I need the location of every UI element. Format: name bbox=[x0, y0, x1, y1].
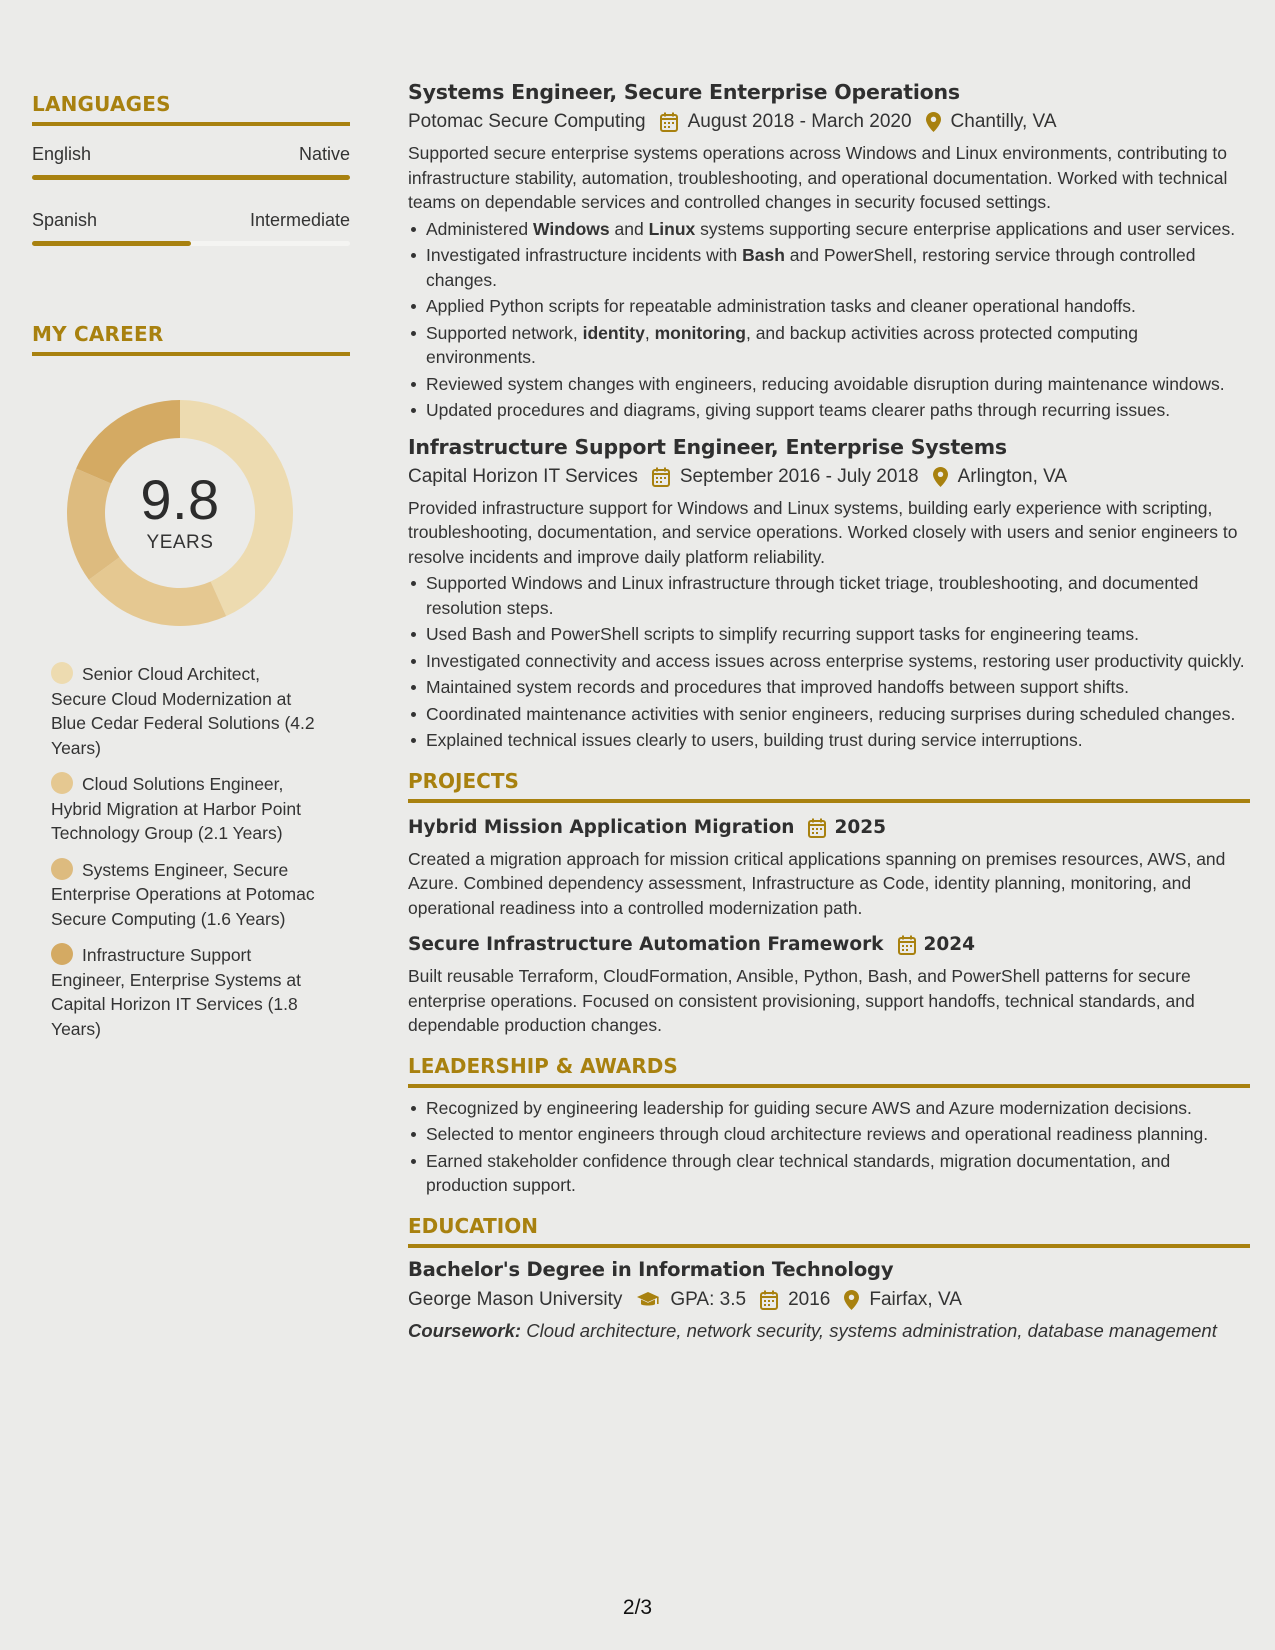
project-title: Hybrid Mission Application Migration bbox=[408, 816, 795, 838]
school-name: George Mason University bbox=[408, 1288, 623, 1310]
project-entry bbox=[408, 932, 1250, 1038]
career-legend-item bbox=[51, 943, 317, 1041]
language-name: Spanish bbox=[32, 210, 98, 230]
leadership-item: Selected to mentor engineers through cloud architecture reviews and operational readiness planning. bbox=[408, 1122, 1250, 1147]
sidebar bbox=[32, 92, 350, 1053]
language-level: Native bbox=[298, 144, 350, 164]
job-title: Infrastructure Support Engineer, Enterprise Systems bbox=[408, 434, 1007, 459]
project-year: 2025 bbox=[834, 816, 886, 838]
bullet-item: Investigated infrastructure incidents with Bash and PowerShell, restoring service through controlled changes. bbox=[408, 243, 1250, 292]
calendar-icon bbox=[660, 112, 678, 132]
bullet-item: Administered Windows and Linux systems supporting secure enterprise applications and user services. bbox=[408, 217, 1250, 242]
calendar-icon bbox=[760, 1290, 778, 1310]
language-bar-fill bbox=[32, 241, 191, 246]
legend-dot bbox=[51, 772, 73, 794]
career-legend-item bbox=[51, 662, 317, 760]
project-description: Created a migration approach for mission critical applications spanning on premises resources, AWS, and Azure. Combined dependency assessment, Infrastructure as Code, identity planning, monitoring, and operational readiness into a controlled modernization path. bbox=[408, 848, 1226, 918]
gpa: GPA: 3.5 bbox=[670, 1288, 747, 1310]
leadership-heading: LEADERSHIP & AWARDS bbox=[408, 1054, 1250, 1088]
projects-heading: PROJECTS bbox=[408, 769, 1250, 803]
calendar-icon bbox=[808, 818, 826, 838]
job-dates: September 2016 - July 2018 bbox=[679, 465, 919, 487]
legend-dot bbox=[51, 943, 73, 965]
bullet-item: Applied Python scripts for repeatable administration tasks and cleaner operational handoffs. bbox=[408, 294, 1250, 319]
calendar-icon bbox=[652, 467, 670, 487]
job-meta bbox=[408, 464, 1250, 490]
bullet-item: Investigated connectivity and access issues across enterprise systems, restoring user productivity quickly. bbox=[408, 649, 1250, 674]
language-bar-fill bbox=[32, 175, 350, 180]
map-pin-icon bbox=[844, 1290, 859, 1310]
leadership-item: Recognized by engineering leadership for guiding secure AWS and Azure modernization decisions. bbox=[408, 1096, 1250, 1121]
legend-text: Cloud Solutions Engineer, Hybrid Migration at Harbor Point Technology Group (2.1 Years) bbox=[51, 774, 301, 843]
career-legend bbox=[32, 662, 317, 1041]
legend-text: Infrastructure Support Engineer, Enterprise Systems at Capital Horizon IT Services (1.8 Years) bbox=[51, 945, 301, 1039]
map-pin-icon bbox=[933, 467, 948, 487]
bullet-item: Reviewed system changes with engineers, reducing avoidable disruption during maintenance windows. bbox=[408, 372, 1250, 397]
language-level: Intermediate bbox=[249, 210, 350, 230]
legend-dot bbox=[51, 858, 73, 880]
company-name: Capital Horizon IT Services bbox=[408, 465, 638, 487]
graduation-cap-icon bbox=[636, 1291, 660, 1309]
language-name: English bbox=[32, 144, 92, 164]
map-pin-icon bbox=[926, 112, 941, 132]
total-years-value: 9.8 bbox=[140, 468, 220, 531]
project-title: Secure Infrastructure Automation Framework bbox=[408, 934, 884, 955]
career-donut-chart bbox=[65, 398, 295, 628]
main-content bbox=[408, 78, 1250, 1343]
school-location: Fairfax, VA bbox=[869, 1288, 962, 1310]
job-bullets bbox=[408, 217, 1250, 423]
graduation-year: 2016 bbox=[788, 1288, 831, 1310]
degree-title: Bachelor's Degree in Information Technology bbox=[408, 1257, 894, 1281]
project-entry bbox=[408, 815, 1250, 921]
job-entry bbox=[408, 433, 1250, 753]
total-years-label: YEARS bbox=[146, 532, 214, 553]
job-meta bbox=[408, 109, 1250, 135]
language-bar bbox=[32, 175, 350, 180]
language-bar bbox=[32, 241, 350, 246]
job-title: Systems Engineer, Secure Enterprise Operations bbox=[408, 80, 960, 104]
bullet-item: Supported network, identity, monitoring, and backup activities across protected computing environments. bbox=[408, 321, 1250, 370]
job-bullets bbox=[408, 571, 1250, 753]
career-legend-item bbox=[51, 858, 317, 932]
leadership-list bbox=[408, 1096, 1250, 1198]
job-dates: August 2018 - March 2020 bbox=[687, 111, 912, 132]
bullet-item: Maintained system records and procedures that improved handoffs between support shifts. bbox=[408, 675, 1250, 700]
education-meta bbox=[408, 1287, 1250, 1313]
page-number: 2/3 bbox=[622, 1596, 653, 1619]
language-spanish bbox=[32, 210, 350, 246]
legend-text: Senior Cloud Architect, Secure Cloud Modernization at Blue Cedar Federal Solutions (4.2 Years) bbox=[51, 664, 315, 758]
legend-text: Systems Engineer, Secure Enterprise Operations at Potomac Secure Computing (1.6 Years) bbox=[51, 859, 315, 929]
bullet-item: Used Bash and PowerShell scripts to simplify recurring support tasks for engineering teams. bbox=[408, 622, 1250, 647]
career-heading: MY CAREER bbox=[32, 322, 350, 356]
job-summary: Provided infrastructure support for Windows and Linux systems, building early experience with scripting, troubleshooting, documentation, and service operations. Worked closely with users and senior engineers to resolve incidents and improve daily platform reliability. bbox=[408, 497, 1238, 567]
bullet-item: Supported Windows and Linux infrastructure through ticket triage, troubleshooting, and documented resolution steps. bbox=[408, 571, 1250, 620]
coursework bbox=[408, 1319, 1250, 1344]
bullet-item: Explained technical issues clearly to users, building trust during service interruptions. bbox=[408, 728, 1250, 753]
language-english bbox=[32, 144, 350, 180]
bullet-item: Coordinated maintenance activities with senior engineers, reducing surprises during scheduled changes. bbox=[408, 702, 1250, 727]
calendar-icon bbox=[898, 935, 916, 955]
job-location: Chantilly, VA bbox=[950, 111, 1057, 132]
career-legend-item bbox=[51, 772, 317, 846]
leadership-item: Earned stakeholder confidence through clear technical standards, migration documentation, and production support. bbox=[408, 1149, 1250, 1198]
education-heading: EDUCATION bbox=[408, 1214, 1250, 1248]
job-summary: Supported secure enterprise systems operations across Windows and Linux environments, contributing to infrastructure stability, automation, troubleshooting, and operational documentation. Worked with technical teams on dependable services and controlled changes in security focused settings. bbox=[408, 143, 1228, 212]
legend-dot bbox=[51, 662, 73, 684]
coursework-text: Cloud architecture, network security, systems administration, database management bbox=[526, 1319, 1217, 1341]
project-year: 2024 bbox=[923, 934, 975, 955]
bullet-item: Updated procedures and diagrams, giving support teams clearer paths through recurring issues. bbox=[408, 398, 1250, 423]
job-location: Arlington, VA bbox=[957, 465, 1068, 487]
project-description: Built reusable Terraform, CloudFormation, Ansible, Python, Bash, and PowerShell patterns for secure enterprise operations. Focused on consistent provisioning, support handoffs, technical standards, and dependable production changes. bbox=[408, 966, 1195, 1035]
company-name: Potomac Secure Computing bbox=[408, 111, 646, 132]
coursework-label: Coursework: bbox=[408, 1319, 522, 1341]
languages-heading: LANGUAGES bbox=[32, 92, 350, 126]
job-entry bbox=[408, 78, 1250, 423]
